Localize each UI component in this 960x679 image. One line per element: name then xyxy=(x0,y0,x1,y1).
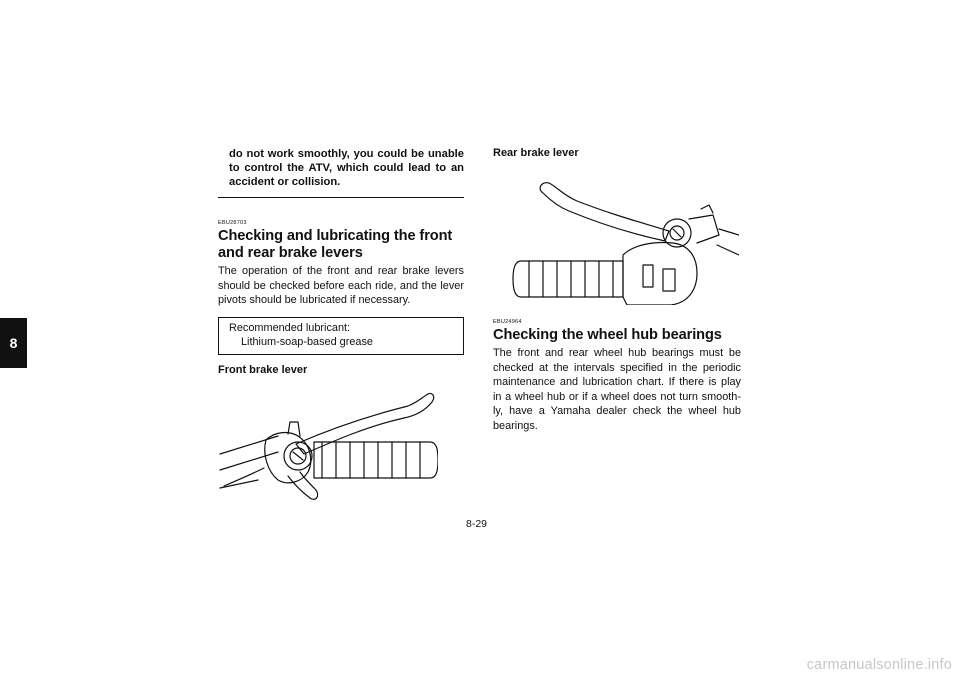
front-brake-lever-illustration xyxy=(218,384,438,502)
section-heading-2: Checking the wheel hub bearings xyxy=(493,327,722,343)
section-code: EBU28703 xyxy=(218,220,247,226)
lubricant-label: Recommended lubricant: xyxy=(229,321,351,334)
warning-end-rule xyxy=(218,197,464,198)
lubricant-value: Lithium-soap-based grease xyxy=(241,336,373,348)
front-brake-caption: Front brake lever xyxy=(218,363,308,376)
left-column xyxy=(218,147,464,502)
page-number: 8-29 xyxy=(466,518,488,530)
watermark: carmanualsonline.info xyxy=(806,657,952,673)
right-column xyxy=(493,147,741,433)
section-heading: Checking and lubricating the front and rear brake levers xyxy=(218,228,453,261)
rear-brake-lever-illustration xyxy=(493,165,739,305)
section-body-2: The front and rear wheel hub bearings must be checked at the intervals specified in the periodic maintenance and lubrication chart. If there is play in a wheel hub or if a wheel does not turn smooth-ly, have a Yamaha dealer check the wheel hub bearings. xyxy=(493,347,741,432)
section-code-2: EBU24964 xyxy=(493,319,522,325)
section-body: The operation of the front and rear brake levers should be checked before each ride, and the lever pivots should be lubricated if necessary. xyxy=(218,265,464,306)
rear-brake-caption: Rear brake lever xyxy=(493,147,579,159)
chapter-tab: 8 xyxy=(0,318,27,368)
lubricant-box xyxy=(218,317,464,355)
warning-continuation: do not work smoothly, you could be unable to control the ATV, which could lead to an accident or collision. xyxy=(229,148,464,188)
